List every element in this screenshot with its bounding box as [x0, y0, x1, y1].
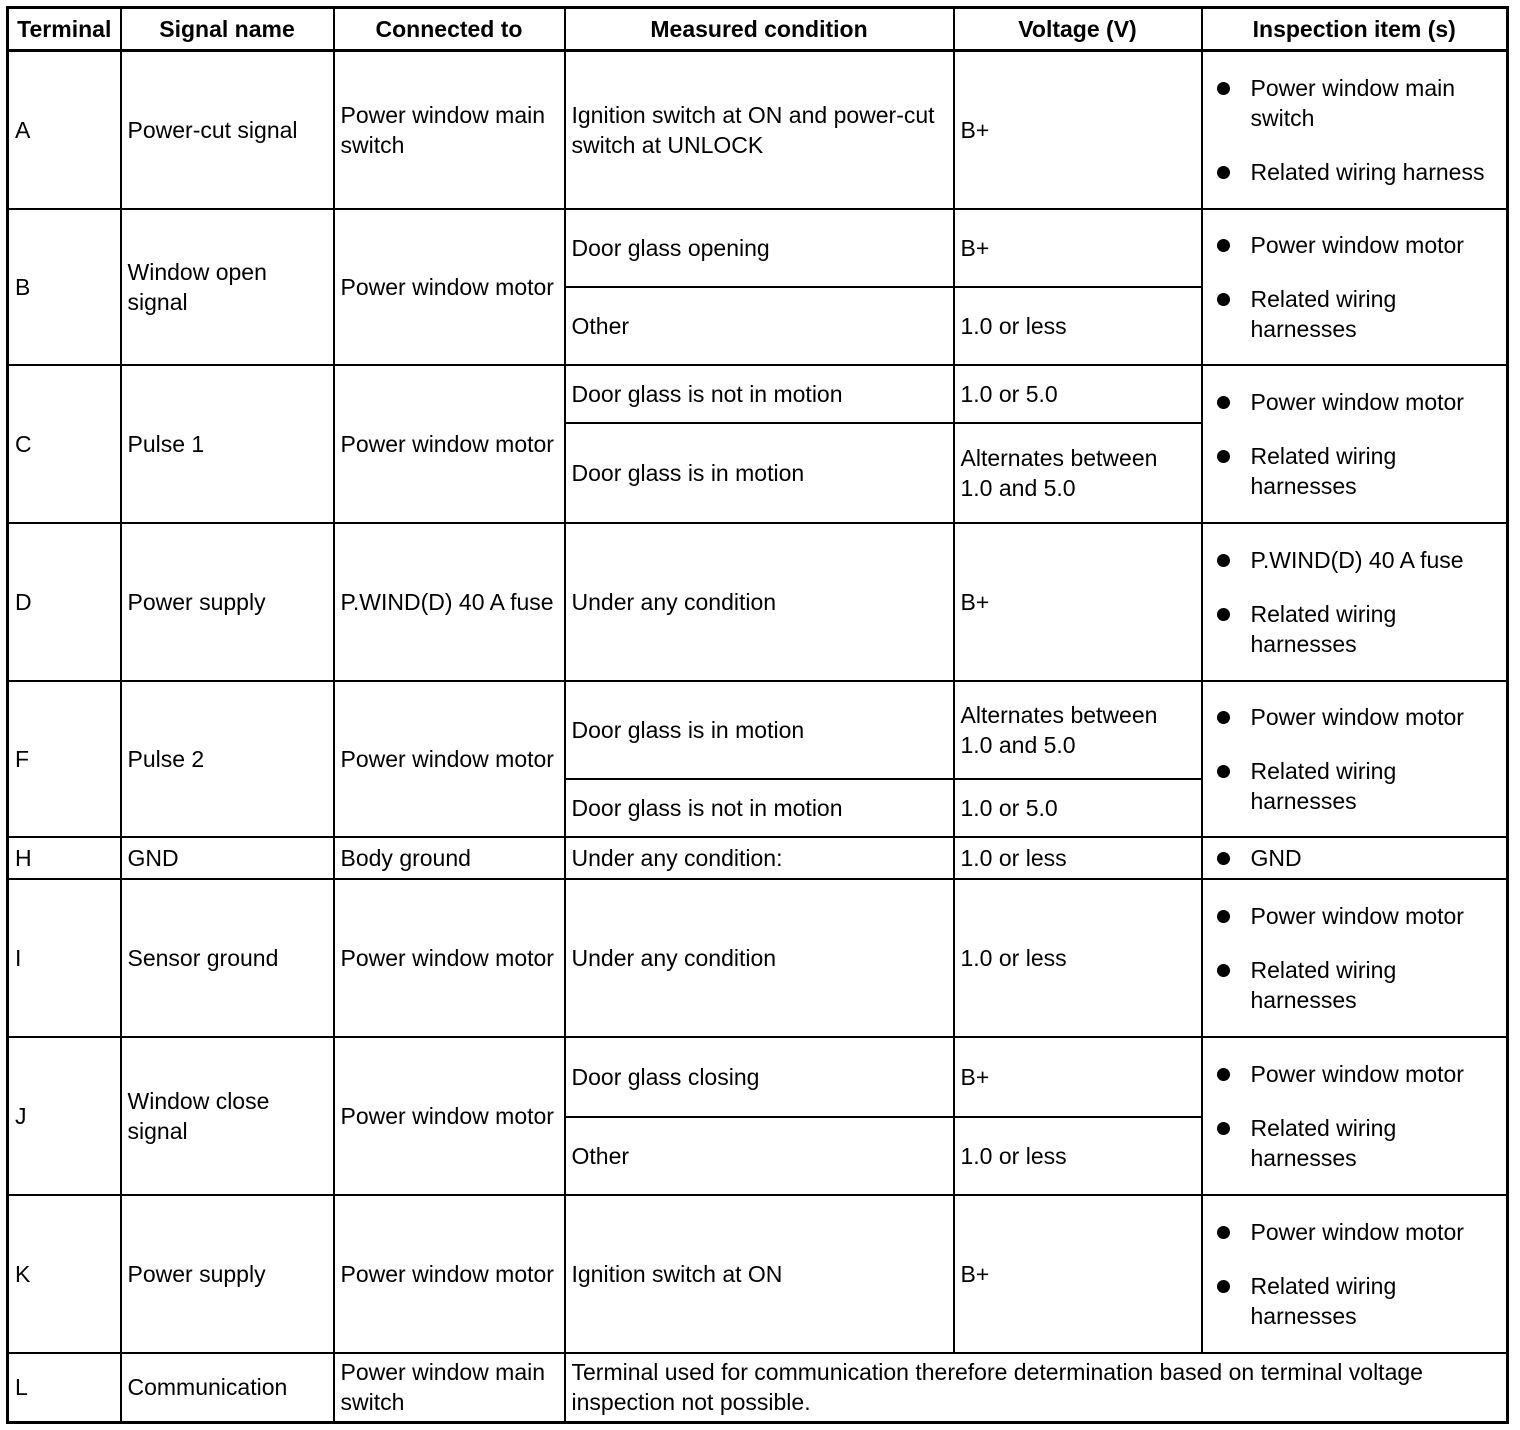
inspection-list	[1209, 901, 1501, 1015]
voltage-cell: B+	[954, 1195, 1202, 1353]
table-row	[8, 879, 1508, 1037]
connected-to-cell: Power window main switch	[334, 1353, 565, 1423]
condition-cell: Ignition switch at ON	[565, 1195, 954, 1353]
terminal-cell: I	[8, 879, 121, 1037]
list-item	[1251, 843, 1501, 873]
bullet-icon	[1217, 396, 1230, 409]
header-inspection-items: Inspection item (s)	[1202, 8, 1508, 51]
condition-cell: Other	[565, 287, 954, 365]
condition-cell: Door glass is in motion	[565, 423, 954, 523]
terminal-cell: C	[8, 365, 121, 523]
condition-cell: Under any condition:	[565, 837, 954, 879]
table-row	[8, 1195, 1508, 1353]
inspection-item-text: Related wiring harness	[1250, 158, 1485, 185]
inspection-item-text: Power window motor	[1250, 1060, 1464, 1087]
inspection-item-text: Power window main switch	[1250, 74, 1456, 131]
condition-cell: Door glass closing	[565, 1037, 954, 1117]
header-voltage: Voltage (V)	[954, 8, 1202, 51]
connected-to-cell: Power window motor	[334, 1037, 565, 1195]
inspection-item-text: Related wiring harnesses	[1250, 442, 1397, 499]
inspection-item-text: Related wiring harnesses	[1250, 757, 1397, 814]
header-terminal: Terminal	[8, 8, 121, 51]
condition-cell: Ignition switch at ON and power-cut switch at UNLOCK	[565, 51, 954, 209]
condition-cell: Other	[565, 1117, 954, 1195]
voltage-cell: B+	[954, 51, 1202, 209]
inspection-list	[1209, 545, 1501, 659]
voltage-cell: B+	[954, 209, 1202, 287]
header-measured-condition: Measured condition	[565, 8, 954, 51]
signal-name-cell: GND	[121, 837, 334, 879]
inspection-cell	[1202, 1037, 1508, 1195]
terminal-cell: D	[8, 523, 121, 681]
bullet-icon	[1217, 1280, 1230, 1293]
signal-name-cell: Pulse 2	[121, 681, 334, 837]
voltage-cell: 1.0 or less	[954, 287, 1202, 365]
bullet-icon	[1217, 765, 1230, 778]
voltage-cell: 1.0 or 5.0	[954, 365, 1202, 423]
bullet-icon	[1217, 910, 1230, 923]
inspection-list	[1209, 230, 1501, 344]
inspection-cell	[1202, 51, 1508, 209]
bullet-icon	[1217, 82, 1230, 95]
terminal-cell: L	[8, 1353, 121, 1423]
inspection-cell	[1202, 837, 1508, 879]
condition-cell: Under any condition	[565, 523, 954, 681]
list-item	[1251, 702, 1501, 732]
inspection-item-text: Related wiring harnesses	[1250, 285, 1397, 342]
inspection-item-text: Power window motor	[1250, 1218, 1464, 1245]
inspection-cell	[1202, 209, 1508, 365]
bullet-icon	[1217, 239, 1230, 252]
bullet-icon	[1217, 450, 1230, 463]
inspection-cell	[1202, 1195, 1508, 1353]
list-item	[1251, 1113, 1501, 1173]
voltage-cell: 1.0 or less	[954, 837, 1202, 879]
signal-name-cell: Window close signal	[121, 1037, 334, 1195]
condition-cell: Door glass is in motion	[565, 681, 954, 779]
connected-to-cell: P.WIND(D) 40 A fuse	[334, 523, 565, 681]
voltage-cell: B+	[954, 523, 1202, 681]
table-row	[8, 1353, 1508, 1423]
signal-name-cell: Sensor ground	[121, 879, 334, 1037]
table-row	[8, 365, 1508, 423]
communication-note-cell: Terminal used for communication therefore determination based on terminal voltage inspection not possible.	[565, 1353, 1508, 1423]
inspection-item-text: Related wiring harnesses	[1250, 1272, 1397, 1329]
list-item	[1251, 1271, 1501, 1331]
bullet-icon	[1217, 1068, 1230, 1081]
terminal-inspection-table	[6, 6, 1509, 1424]
header-row	[8, 8, 1508, 51]
bullet-icon	[1217, 964, 1230, 977]
table-row	[8, 523, 1508, 681]
signal-name-cell: Power-cut signal	[121, 51, 334, 209]
inspection-cell	[1202, 879, 1508, 1037]
bullet-icon	[1217, 166, 1230, 179]
list-item	[1251, 284, 1501, 344]
inspection-item-text: Related wiring harnesses	[1250, 1114, 1397, 1171]
inspection-cell	[1202, 365, 1508, 523]
inspection-cell	[1202, 523, 1508, 681]
inspection-item-text: Related wiring harnesses	[1250, 956, 1397, 1013]
header-signal-name: Signal name	[121, 8, 334, 51]
inspection-list	[1209, 1059, 1501, 1173]
bullet-icon	[1217, 852, 1230, 865]
bullet-icon	[1217, 711, 1230, 724]
list-item	[1251, 1059, 1501, 1089]
connected-to-cell: Power window motor	[334, 1195, 565, 1353]
list-item	[1251, 387, 1501, 417]
list-item	[1251, 441, 1501, 501]
voltage-cell: B+	[954, 1037, 1202, 1117]
voltage-cell: Alternates between 1.0 and 5.0	[954, 681, 1202, 779]
inspection-list	[1209, 702, 1501, 816]
condition-cell: Door glass opening	[565, 209, 954, 287]
terminal-cell: K	[8, 1195, 121, 1353]
list-item	[1251, 599, 1501, 659]
inspection-list	[1209, 843, 1501, 873]
terminal-cell: F	[8, 681, 121, 837]
list-item	[1251, 1217, 1501, 1247]
terminal-cell: A	[8, 51, 121, 209]
inspection-list	[1209, 387, 1501, 501]
table-row	[8, 51, 1508, 209]
terminal-cell: J	[8, 1037, 121, 1195]
bullet-icon	[1217, 1122, 1230, 1135]
signal-name-cell: Communication	[121, 1353, 334, 1423]
inspection-item-text: Power window motor	[1250, 388, 1464, 415]
connected-to-cell: Body ground	[334, 837, 565, 879]
signal-name-cell: Power supply	[121, 523, 334, 681]
list-item	[1251, 545, 1501, 575]
condition-cell: Door glass is not in motion	[565, 779, 954, 837]
connected-to-cell: Power window motor	[334, 879, 565, 1037]
bullet-icon	[1217, 608, 1230, 621]
terminal-cell: H	[8, 837, 121, 879]
bullet-icon	[1217, 554, 1230, 567]
inspection-item-text: Power window motor	[1250, 231, 1464, 258]
list-item	[1251, 230, 1501, 260]
inspection-item-text: P.WIND(D) 40 A fuse	[1250, 546, 1464, 573]
connected-to-cell: Power window motor	[334, 209, 565, 365]
voltage-cell: Alternates between 1.0 and 5.0	[954, 423, 1202, 523]
condition-cell: Door glass is not in motion	[565, 365, 954, 423]
list-item	[1251, 157, 1501, 187]
list-item	[1251, 73, 1501, 133]
terminal-cell: B	[8, 209, 121, 365]
inspection-cell	[1202, 681, 1508, 837]
signal-name-cell: Window open signal	[121, 209, 334, 365]
header-connected-to: Connected to	[334, 8, 565, 51]
table-row	[8, 837, 1508, 879]
inspection-item-text: Related wiring harnesses	[1250, 600, 1397, 657]
list-item	[1251, 756, 1501, 816]
voltage-cell: 1.0 or less	[954, 879, 1202, 1037]
list-item	[1251, 901, 1501, 931]
signal-name-cell: Power supply	[121, 1195, 334, 1353]
voltage-cell: 1.0 or less	[954, 1117, 1202, 1195]
inspection-item-text: Power window motor	[1250, 703, 1464, 730]
table-row	[8, 1037, 1508, 1117]
connected-to-cell: Power window motor	[334, 365, 565, 523]
inspection-item-text: GND	[1250, 844, 1302, 871]
table-row	[8, 681, 1508, 779]
table-row	[8, 209, 1508, 287]
inspection-list	[1209, 1217, 1501, 1331]
inspection-list	[1209, 73, 1501, 187]
inspection-item-text: Power window motor	[1250, 902, 1464, 929]
connected-to-cell: Power window motor	[334, 681, 565, 837]
list-item	[1251, 955, 1501, 1015]
condition-cell: Under any condition	[565, 879, 954, 1037]
bullet-icon	[1217, 293, 1230, 306]
voltage-cell: 1.0 or 5.0	[954, 779, 1202, 837]
signal-name-cell: Pulse 1	[121, 365, 334, 523]
connected-to-cell: Power window main switch	[334, 51, 565, 209]
bullet-icon	[1217, 1226, 1230, 1239]
